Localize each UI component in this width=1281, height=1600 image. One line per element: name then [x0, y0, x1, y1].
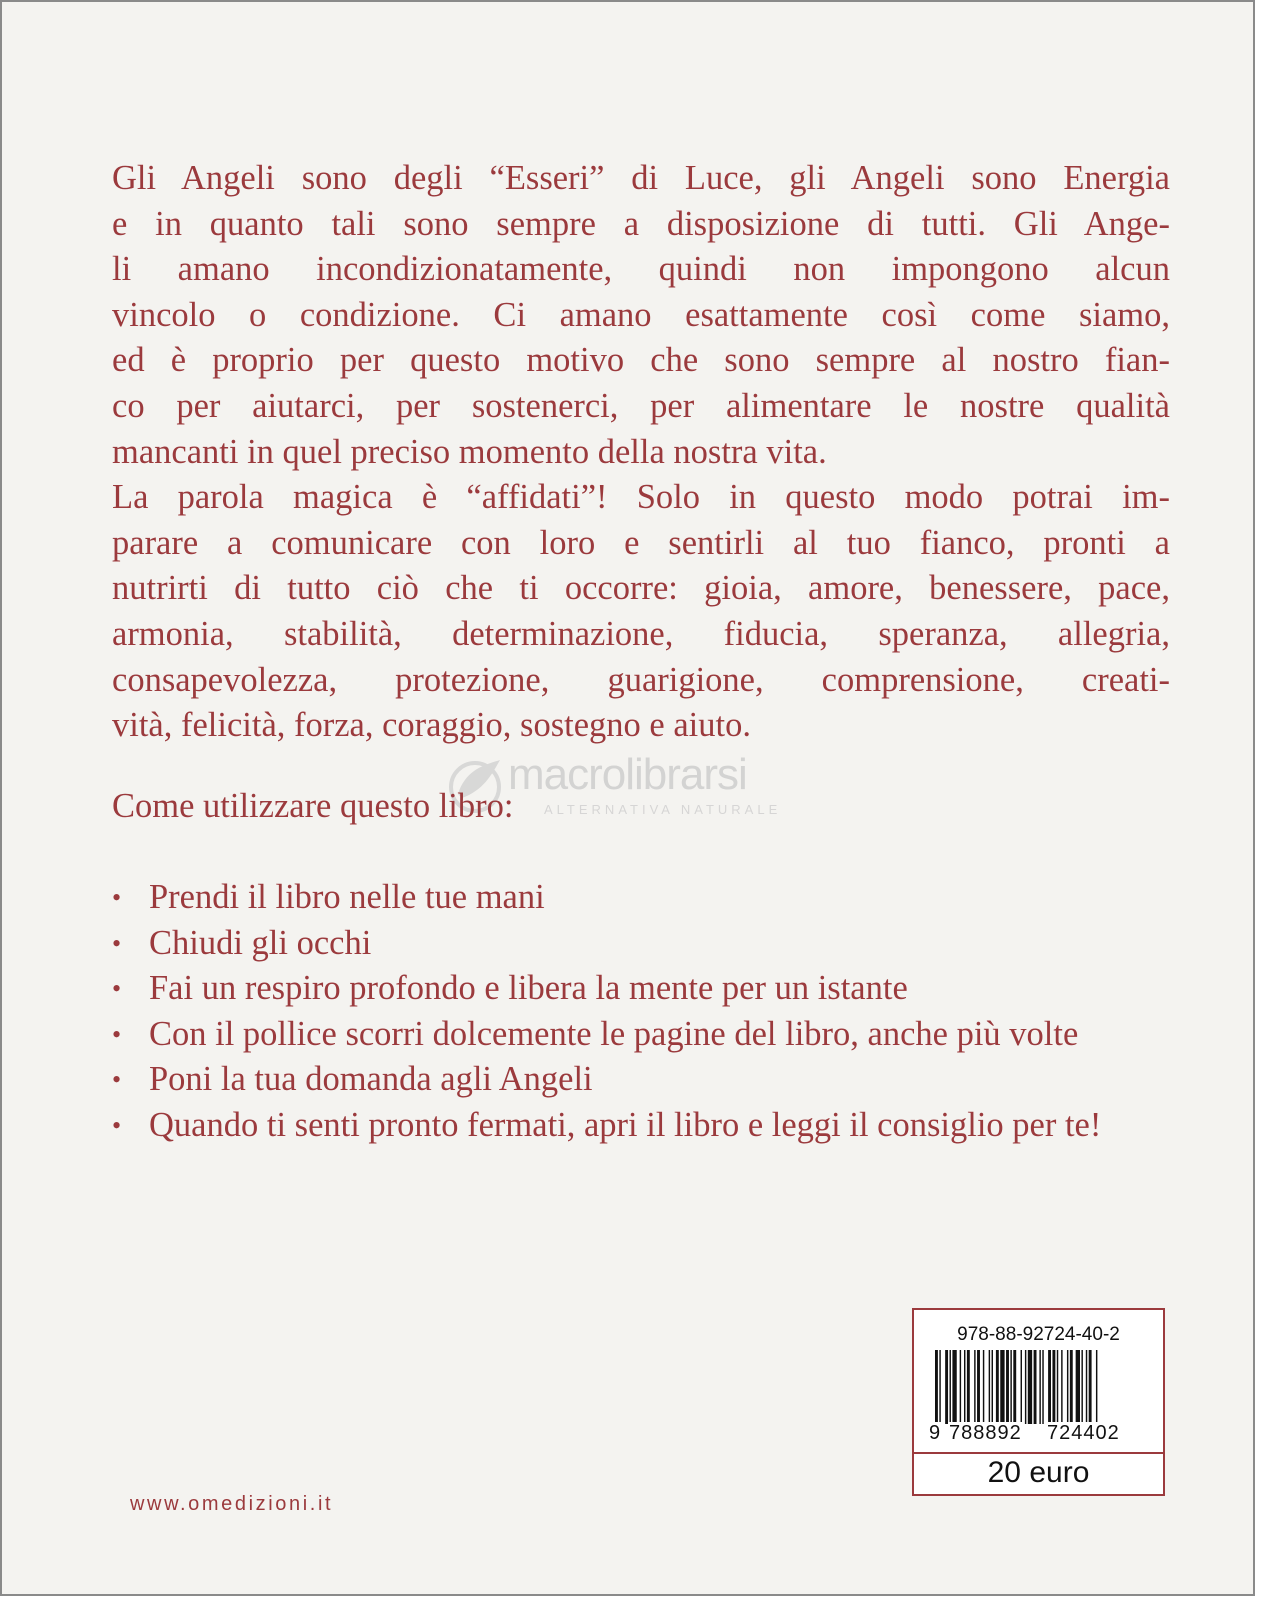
watermark-tagline: ALTERNATIVA NATURALE — [544, 802, 782, 817]
barcode-bar — [945, 1350, 948, 1424]
intro-line: armonia, stabilità, determinazione, fiducia, speranza, allegria, — [112, 614, 1170, 653]
barcode-bar — [1057, 1350, 1058, 1424]
intro-paragraphs — [112, 156, 1170, 749]
intro-line: La parola magica è “affidati”! Solo in questo modo potrai im- — [112, 478, 1170, 517]
intro-line: co per aiutarci, per sostenerci, per alimentare le nostre qualità — [112, 386, 1170, 425]
intro-line: li amano incondizionatamente, quindi non impongono alcun — [112, 250, 1170, 289]
bullet-icon: • — [112, 883, 122, 912]
barcode-bar — [1076, 1350, 1080, 1424]
barcode-bar — [992, 1350, 993, 1424]
barcode-bar — [996, 1350, 999, 1424]
barcode-bar — [1052, 1350, 1055, 1424]
bullet-icon: • — [112, 928, 122, 958]
intro-line: consapevolezza, protezione, guarigione, comprensione, creati- — [112, 660, 1170, 699]
list-item — [112, 966, 1172, 1012]
intro-line: parare a comunicare con loro e sentirli al tuo fianco, pronti a — [112, 523, 1170, 562]
barcode-bar — [1028, 1350, 1032, 1424]
intro-line: e in quanto tali sono sempre a disposizione di tutti. Gli Ange- — [112, 204, 1170, 243]
ean-left-group: 788892 — [949, 1422, 1022, 1444]
barcode-bar — [1089, 1350, 1092, 1424]
intro-line: vincolo o condizione. Ci amano esattamente così come siamo, — [112, 295, 1170, 334]
steps-list — [112, 875, 1172, 1149]
barcode-bar — [1039, 1350, 1040, 1424]
barcode-bar — [960, 1350, 961, 1424]
barcode-bar — [983, 1350, 984, 1424]
step-text: Quando ti senti pronto fermati, apri il libro e leggi il consiglio per te! — [149, 1105, 1102, 1144]
barcode-bar — [989, 1350, 990, 1424]
bullet-icon: • — [112, 1019, 122, 1049]
list-item — [112, 1103, 1172, 1149]
watermark-brand: macrolibrarsi — [508, 750, 747, 799]
barcode-bar — [974, 1350, 975, 1424]
list-item — [112, 1012, 1172, 1058]
barcode-bar — [1000, 1350, 1004, 1424]
list-item — [112, 875, 1172, 921]
step-text: Con il pollice scorri dolcemente le pagine del libro, anche più volte — [149, 1014, 1079, 1053]
step-text: Prendi il libro nelle tue mani — [149, 878, 545, 916]
barcode-bar — [952, 1350, 956, 1424]
bullet-icon: • — [112, 1110, 122, 1140]
isbn-number: 978-88-92724-40-2 — [957, 1324, 1120, 1345]
barcode-bar — [977, 1350, 980, 1424]
barcode-bar — [1025, 1350, 1026, 1424]
step-text: Fai un respiro profondo e libera la mente per un istante — [149, 969, 908, 1008]
step-text: Chiudi gli occhi — [149, 923, 372, 962]
ean-right-group: 724402 — [1047, 1422, 1120, 1444]
intro-line: mancanti in quel preciso momento della nostra vita. — [112, 432, 827, 471]
list-item — [112, 1057, 1172, 1103]
list-item — [112, 921, 1172, 967]
step-text: Poni la tua domanda agli Angeli — [149, 1060, 593, 1099]
ean-first-digit: 9 — [929, 1422, 941, 1444]
barcode-box — [912, 1308, 1165, 1496]
barcode-bar — [1034, 1350, 1037, 1424]
barcode-bar — [967, 1350, 970, 1424]
howto-title: Come utilizzare questo libro: — [112, 787, 514, 825]
barcode-bar — [1006, 1350, 1009, 1424]
bullet-icon: • — [112, 1065, 122, 1095]
barcode-bar — [964, 1350, 965, 1424]
price-label: 20 euro — [914, 1452, 1163, 1492]
barcode-bar — [1070, 1350, 1073, 1424]
bullet-icon: • — [112, 974, 122, 1004]
intro-line: vità, felicità, forza, coraggio, sostegno e aiuto. — [112, 706, 751, 745]
barcode-bar — [950, 1350, 951, 1424]
barcode-bar — [1061, 1350, 1062, 1424]
intro-line: Gli Angeli sono degli “Esseri” di Luce, gli Angeli sono Energia — [112, 159, 1170, 197]
barcode-bar — [1067, 1350, 1068, 1424]
barcode-bar — [1081, 1350, 1082, 1424]
barcode-bar — [1010, 1350, 1011, 1424]
intro-line: nutrirti di tutto ciò che ti occorre: gioia, amore, benessere, pace, — [112, 569, 1170, 608]
publisher-website: www.omedizioni.it — [130, 1493, 334, 1515]
barcode-bar — [1048, 1350, 1051, 1424]
barcode-bar — [1042, 1350, 1043, 1424]
intro-line: ed è proprio per questo motivo che sono sempre al nostro fian- — [112, 341, 1170, 380]
barcode-bar — [1086, 1350, 1087, 1424]
